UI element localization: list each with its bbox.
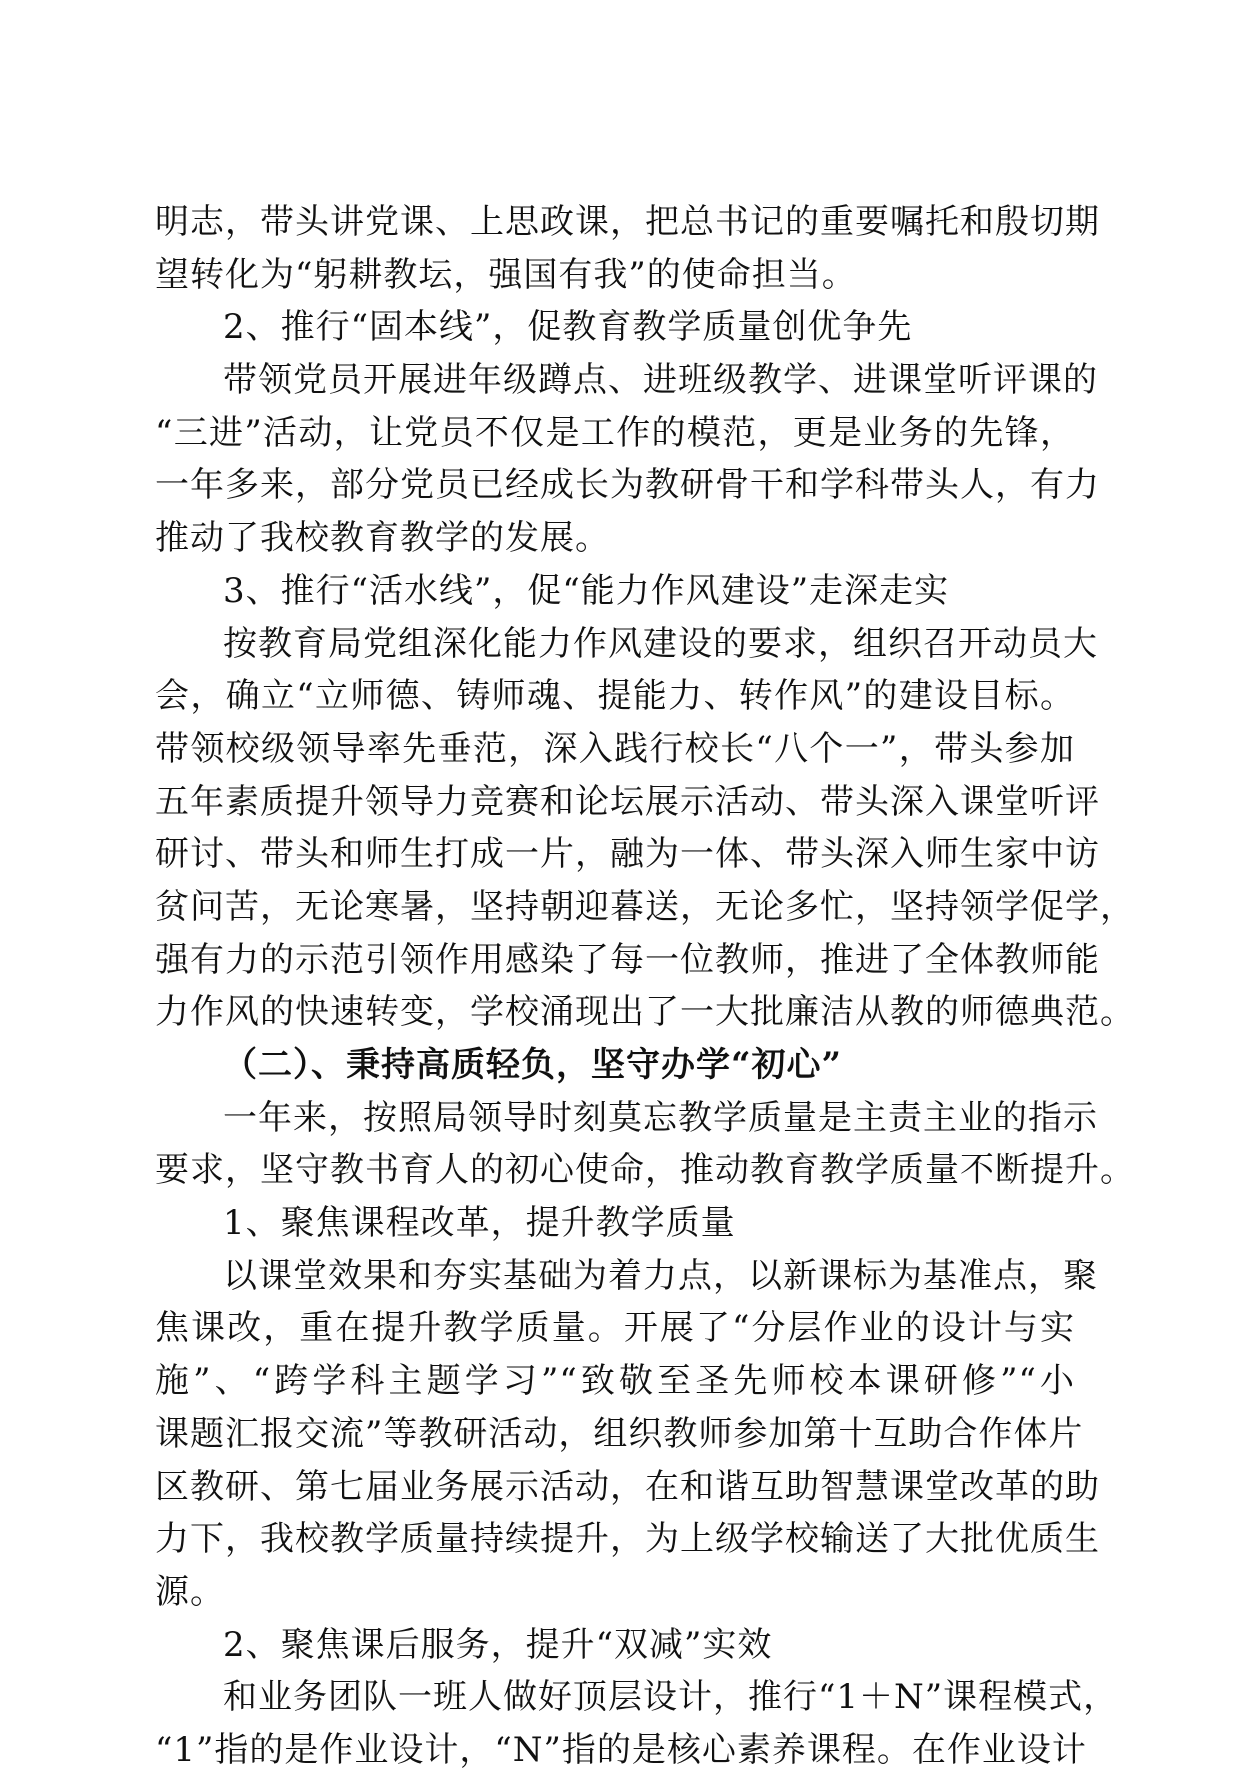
text-line: 贫问苦，无论寒暑，坚持朝迎暮送，无论多忙，坚持领学促学， <box>155 886 1135 927</box>
text-line: 会，确立“立师德、铸师魂、提能力、转作风”的建设目标。 <box>155 676 1075 717</box>
text-line: 五年素质提升领导力竞赛和论坛展示活动、带头深入课堂听评 <box>155 781 1100 822</box>
text-line: “三进”活动，让党员不仅是工作的模范，更是业务的先锋， <box>155 412 1075 453</box>
text-line: 力作风的快速转变，学校涌现出了一大批廉洁从教的师德典范。 <box>155 992 1135 1033</box>
subsection-heading: 1、聚焦课程改革，提升教学质量 <box>223 1203 736 1244</box>
text-line: 课题汇报交流”等教研活动，组织教师参加第十互助合作体片 <box>155 1413 1084 1454</box>
body-text <box>155 196 1135 1777</box>
text-line: 一年多来，部分党员已经成长为教研骨干和学科带头人，有力 <box>155 465 1100 506</box>
subsection-heading: 3、推行“活水线”，促“能力作风建设”走深走实 <box>223 570 950 611</box>
text-line: 带领校级领导率先垂范，深入践行校长“八个一”，带头参加 <box>155 728 1075 769</box>
text-line: 一年来，按照局领导时刻莫忘教学质量是主责主业的指示 <box>223 1097 1098 1138</box>
text-line: 以课堂效果和夯实基础为着力点，以新课标为基准点，聚 <box>223 1255 1098 1296</box>
text-line: 按教育局党组深化能力作风建设的要求，组织召开动员大 <box>223 623 1098 664</box>
text-line: 明志，带头讲党课、上思政课，把总书记的重要嘱托和殷切期 <box>155 202 1100 242</box>
subsection-heading: 2、聚焦课后服务，提升“双减”实效 <box>223 1624 773 1665</box>
text-line: 区教研、第七届业务展示活动，在和谐互助智慧课堂改革的助 <box>155 1466 1100 1507</box>
text-line: 焦课改，重在提升教学质量。开展了“分层作业的设计与实 <box>155 1308 1075 1349</box>
text-line: 源。 <box>155 1571 225 1612</box>
section-heading: （二）、秉持高质轻负，坚守办学“初心” <box>223 1045 843 1085</box>
text-line: 和业务团队一班人做好顶层设计，推行“1＋N”课程模式， <box>223 1677 1119 1718</box>
text-line: 望转化为“躬耕教坛，强国有我”的使命担当。 <box>155 254 857 295</box>
subsection-heading: 2、推行“固本线”，促教育教学质量创优争先 <box>223 307 913 348</box>
text-line: 研讨、带头和师生打成一片，融为一体、带头深入师生家中访 <box>155 834 1100 875</box>
text-line: 推动了我校教育教学的发展。 <box>155 518 610 559</box>
text-line: “1”指的是作业设计，“N”指的是核心素养课程。在作业设计 <box>155 1729 1087 1770</box>
text-line: 力下，我校教学质量持续提升，为上级学校输送了大批优质生 <box>155 1519 1100 1560</box>
text-line: 施”、“跨学科主题学习”“致敬至圣先师校本课研修”“小 <box>155 1361 1075 1402</box>
text-line: 强有力的示范引领作用感染了每一位教师，推进了全体教师能 <box>155 939 1100 980</box>
text-line: 带领党员开展进年级蹲点、进班级教学、进课堂听评课的 <box>223 360 1098 401</box>
text-line: 要求，坚守教书育人的初心使命，推动教育教学质量不断提升。 <box>155 1150 1135 1191</box>
